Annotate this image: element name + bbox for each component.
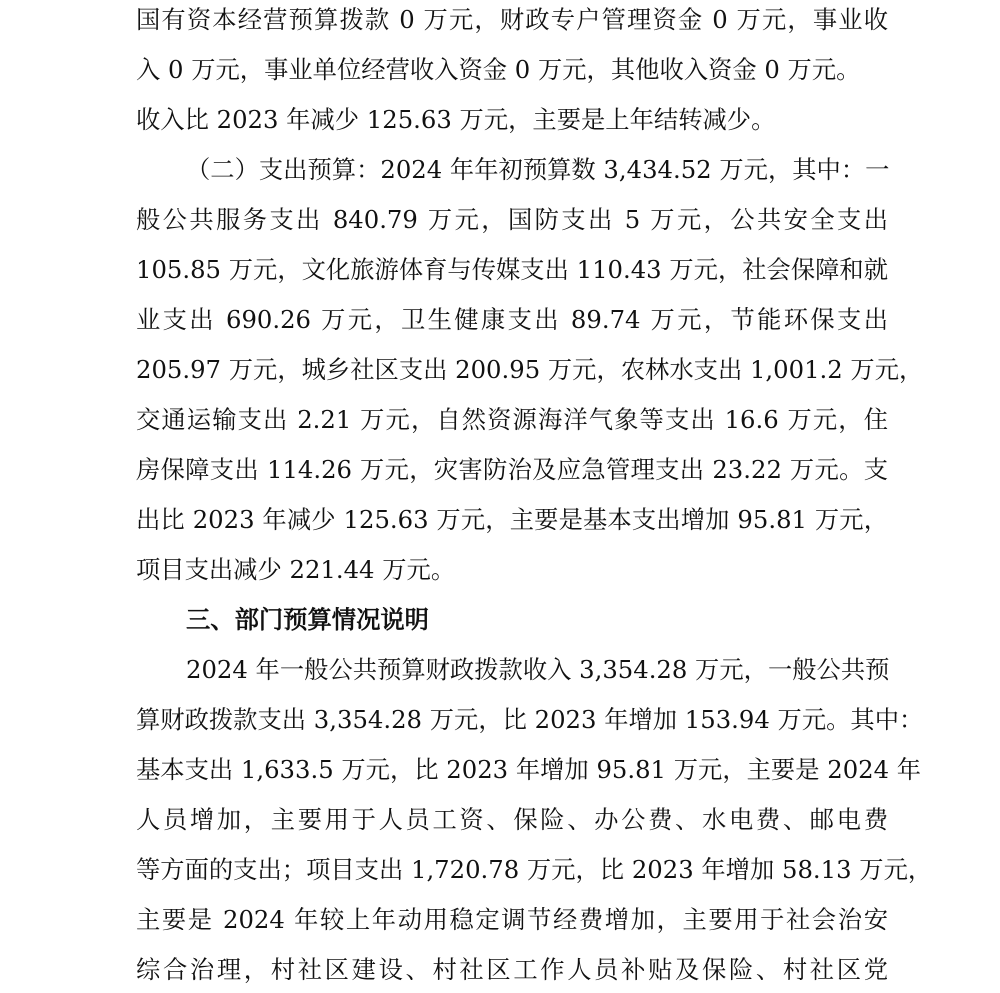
body-text-line: 205.97 万元，城乡社区支出 200.95 万元，农林水支出 1,001.2 万元， [136,355,924,384]
body-text-line: 般公共服务支出 840.79 万元，国防支出 5 万元，公共安全支出 [136,205,888,234]
body-text-line: 收入比 2023 年减少 125.63 万元，主要是上年结转减少。 [136,105,776,134]
body-text-line: 基本支出 1,633.5 万元，比 2023 年增加 95.81 万元，主要是 2024 年 [136,755,922,784]
body-text-line: 房保障支出 114.26 万元，灾害防治及应急管理支出 23.22 万元。支 [136,455,888,484]
body-text-line: 105.85 万元，文化旅游体育与传媒支出 110.43 万元，社会保障和就 [136,255,889,284]
body-text-line: 国有资本经营预算拨款 0 万元，财政专户管理资金 0 万元，事业收 [136,5,888,34]
body-text-line: 出比 2023 年减少 125.63 万元，主要是基本支出增加 95.81 万元， [136,505,888,534]
body-text-line: 人员增加，主要用于人员工资、保险、办公费、水电费、邮电费 [136,805,888,834]
body-text-line: 入 0 万元，事业单位经营收入资金 0 万元，其他收入资金 0 万元。 [136,55,861,84]
body-text-line: 主要是 2024 年较上年动用稳定调节经费增加，主要用于社会治安 [136,905,888,934]
body-text-line: 交通运输支出 2.21 万元，自然资源海洋气象等支出 16.6 万元，住 [136,405,888,434]
body-text-line: 项目支出减少 221.44 万元。 [136,555,456,584]
body-text-line: 业支出 690.26 万元，卫生健康支出 89.74 万元，节能环保支出 [136,305,888,334]
body-text-line: 综合治理，村社区建设、村社区工作人员补贴及保险、村社区党 [136,955,888,984]
section-heading: 三、部门预算情况说明 [186,605,429,634]
body-text-line: 2024 年一般公共预算财政拨款收入 3,354.28 万元，一般公共预 [186,655,890,684]
section-subheading-line: （二）支出预算：2024 年年初预算数 3,434.52 万元，其中：一 [186,155,890,184]
body-text-line: 算财政拨款支出 3,354.28 万元，比 2023 年增加 153.94 万元。其中： [136,705,924,734]
body-text-line: 等方面的支出；项目支出 1,720.78 万元，比 2023 年增加 58.13 万元， [136,855,933,884]
